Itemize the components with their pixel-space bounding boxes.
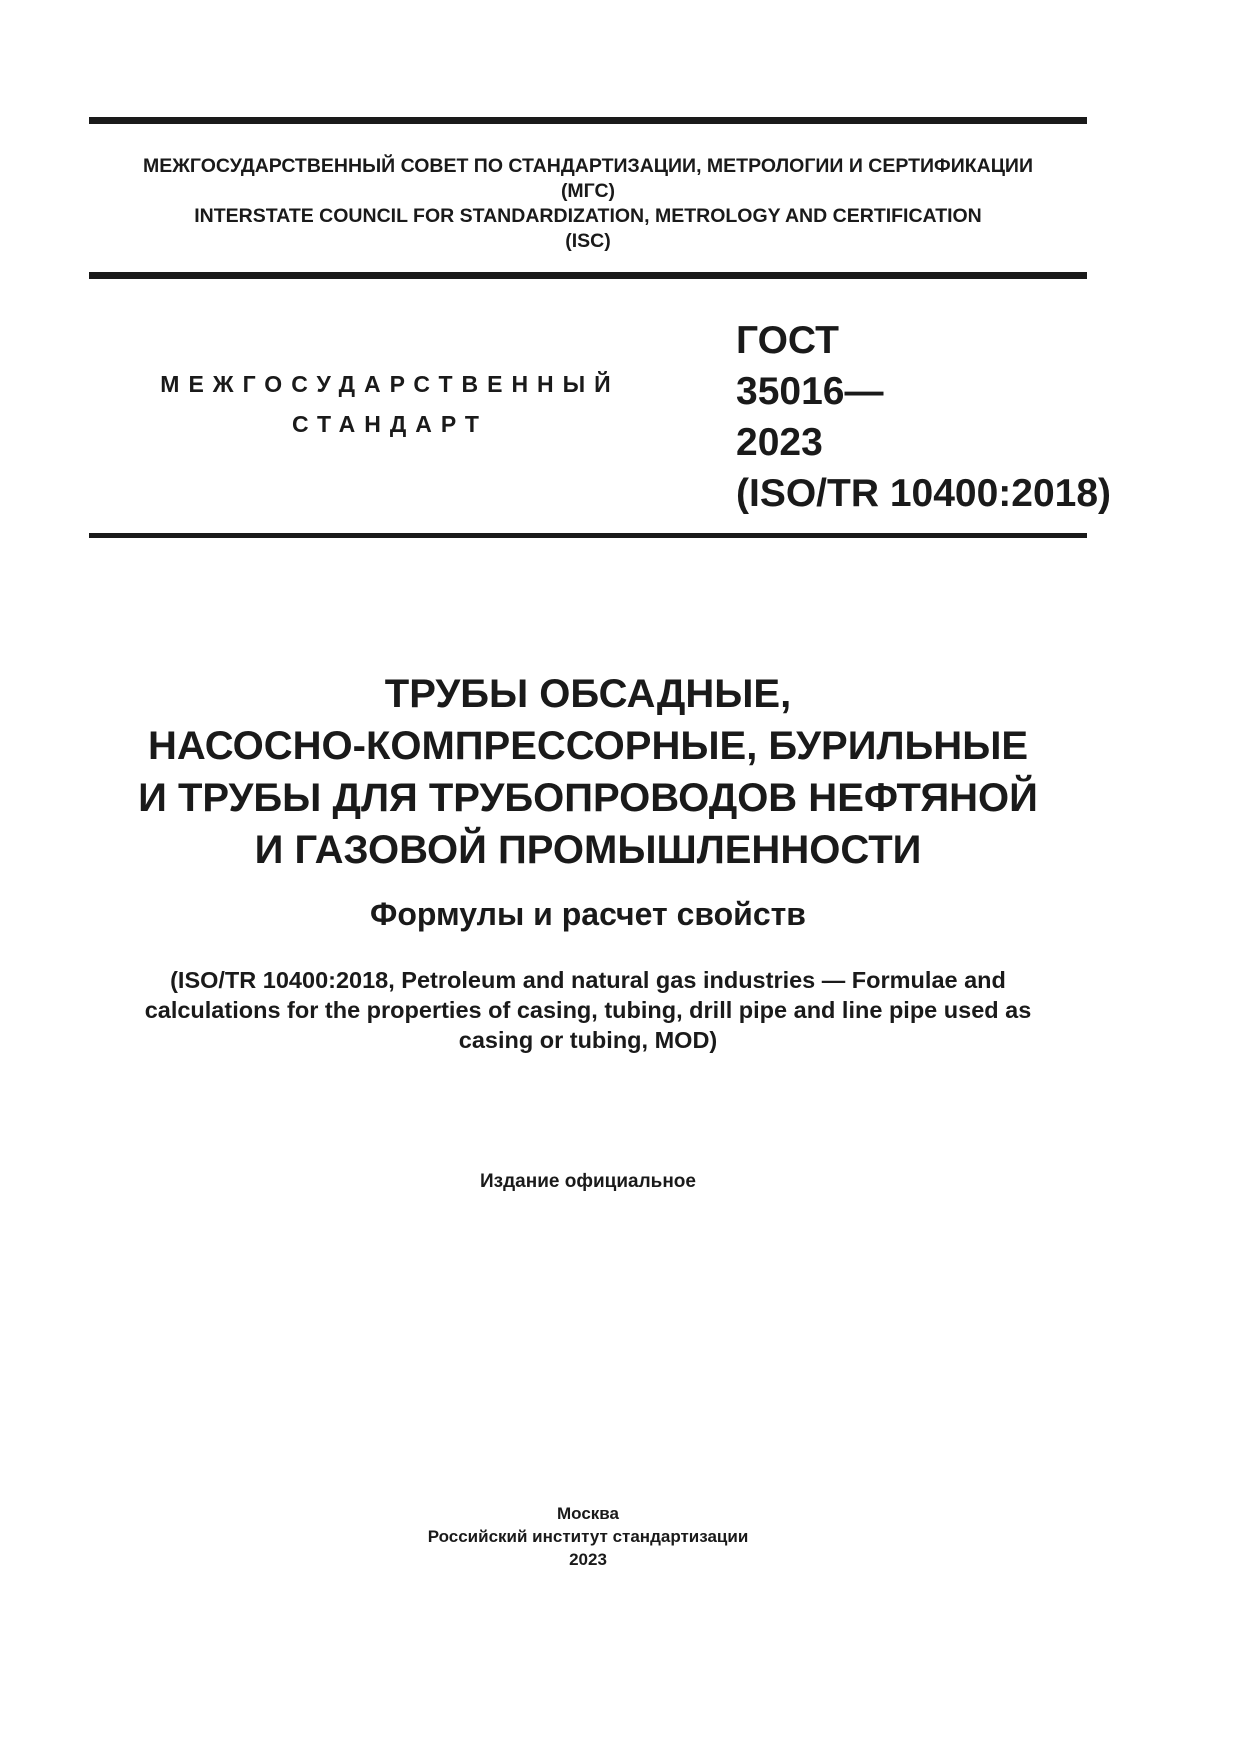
imprint-city: Москва <box>557 1504 619 1523</box>
designation-iso: (ISO/TR 10400:2018) <box>736 472 1112 515</box>
designation-number: 35016— <box>736 370 884 413</box>
council-abbr-ru: (МГС) <box>560 180 616 202</box>
standard-type <box>150 364 630 444</box>
standard-designation <box>736 315 1111 519</box>
iso-reference-line: casing or tubing, MOD) <box>458 1027 718 1053</box>
imprint <box>89 1502 1087 1571</box>
title-line: ТРУБЫ ОБСАДНЫЕ, <box>384 672 792 716</box>
imprint-year: 2023 <box>569 1550 607 1569</box>
iso-reference-line: calculations for the properties of casing, tubing, drill pipe and line pipe used as <box>144 997 1032 1023</box>
title-line: НАСОСНО-КОМПРЕССОРНЫЕ, БУРИЛЬНЫЕ <box>147 724 1029 768</box>
title-line: И ТРУБЫ ДЛЯ ТРУБОПРОВОДОВ НЕФТЯНОЙ <box>138 776 1038 820</box>
council-name-en: INTERSTATE COUNCIL FOR STANDARDIZATION, METROLOGY AND CERTIFICATION <box>194 205 982 227</box>
council-header <box>89 154 1087 254</box>
title-line: И ГАЗОВОЙ ПРОМЫШЛЕННОСТИ <box>254 828 922 872</box>
imprint-publisher: Российский институт стандартизации <box>427 1527 749 1546</box>
iso-reference-line: (ISO/TR 10400:2018, Petroleum and natural gas industries — Formulae and <box>170 967 1006 993</box>
council-name-ru: МЕЖГОСУДАРСТВЕННЫЙ СОВЕТ ПО СТАНДАРТИЗАЦИИ, МЕТРОЛОГИИ И СЕРТИФИКАЦИИ <box>143 155 1033 177</box>
document-title <box>89 668 1087 876</box>
iso-reference <box>89 965 1087 1055</box>
standard-type-line2: СТАНДАРТ <box>292 411 488 437</box>
council-abbr-en: (ISC) <box>565 230 611 252</box>
designation-gost: ГОСТ <box>736 319 839 362</box>
designation-year: 2023 <box>736 421 823 464</box>
top-rule <box>89 117 1087 124</box>
designation-bottom-rule <box>89 533 1087 538</box>
council-bottom-rule <box>89 272 1087 279</box>
standard-type-line1: МЕЖГОСУДАРСТВЕННЫЙ <box>160 371 620 397</box>
document-subtitle: Формулы и расчет свойств <box>370 896 806 932</box>
edition-note: Издание официальное <box>480 1171 696 1192</box>
